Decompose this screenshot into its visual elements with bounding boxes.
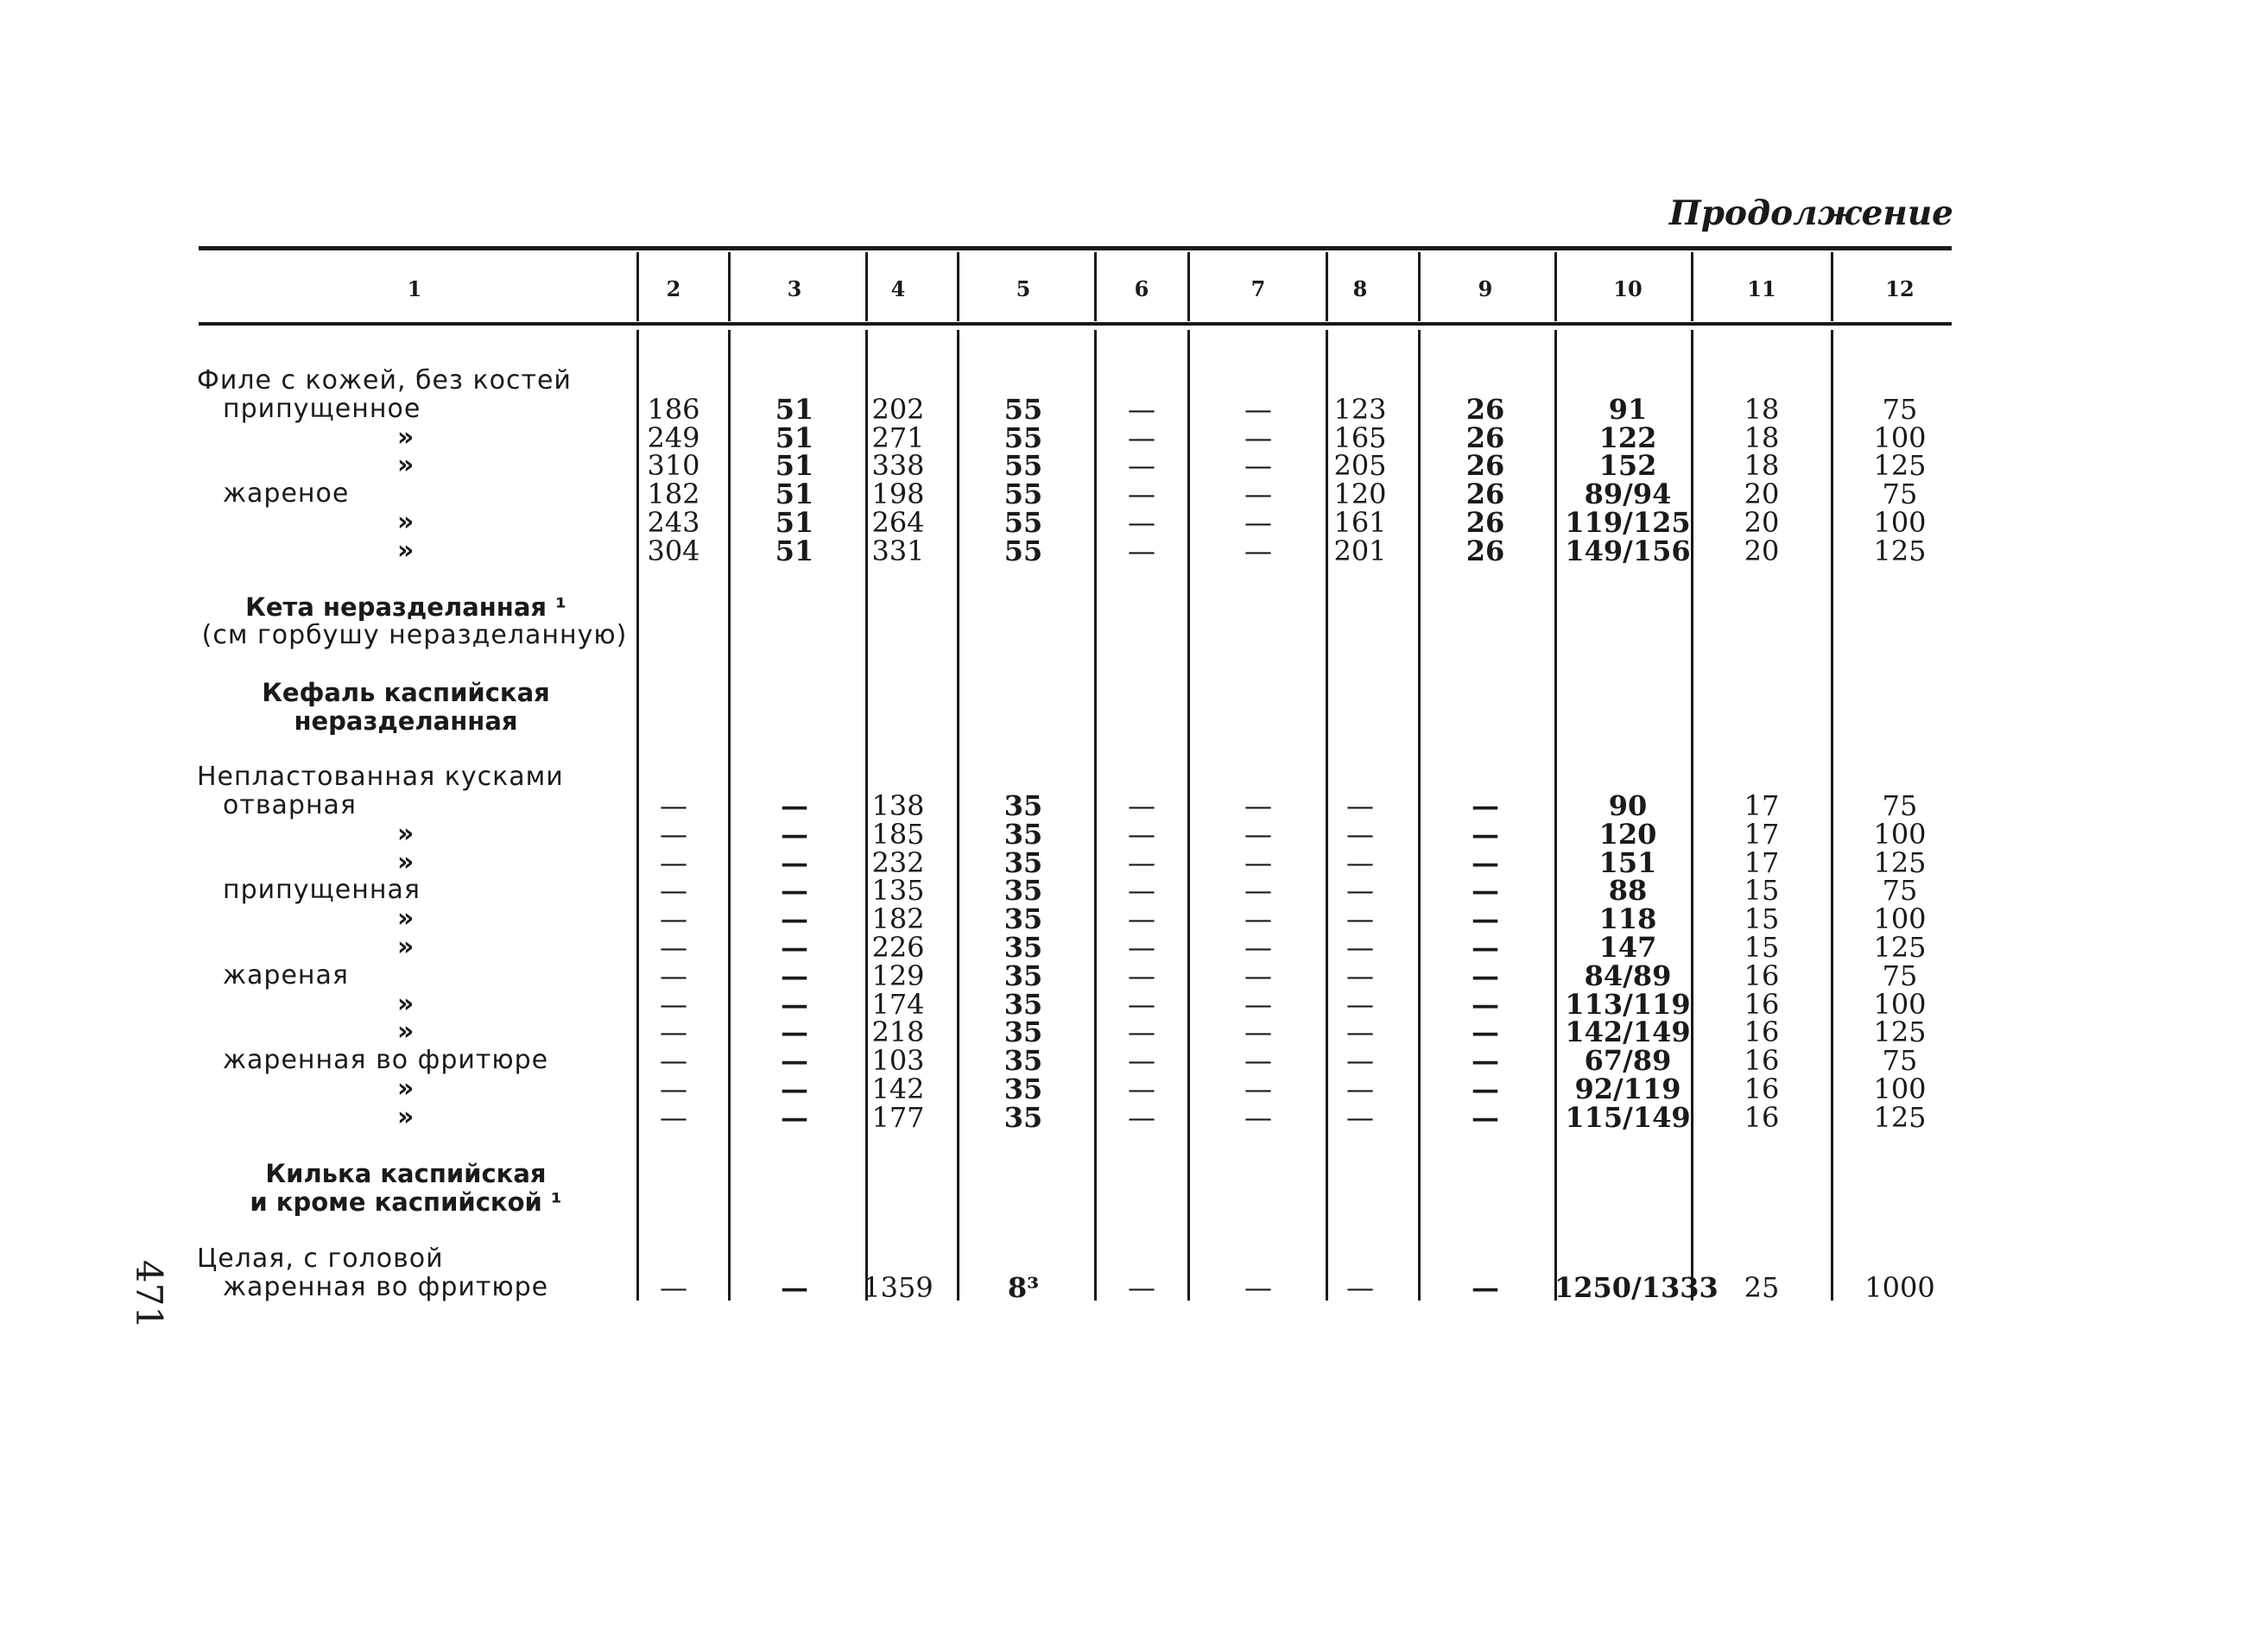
table-cell: 142 [871, 1073, 925, 1105]
table-cell: 25 [1744, 1270, 1780, 1304]
table-cell: 182 [871, 902, 925, 936]
table-cell: 35 [1003, 1044, 1043, 1078]
column-divider [1691, 252, 1693, 321]
column-header-9: 9 [1478, 276, 1493, 301]
row-label: жареное [223, 478, 350, 510]
table-cell: 100 [1873, 902, 1927, 936]
table-cell: 55 [1003, 421, 1043, 454]
table-cell: — [781, 1073, 808, 1105]
table-cell: 310 [647, 449, 700, 483]
table-cell: — [1346, 1044, 1374, 1078]
row-label: » [397, 1016, 415, 1048]
table-cell: — [1472, 931, 1499, 964]
table-cell: — [1128, 845, 1155, 879]
table-cell: — [781, 845, 808, 879]
table-cell: 8³ [1007, 1270, 1040, 1304]
table-cell: 51 [775, 478, 814, 511]
table-cell: — [1472, 902, 1499, 936]
table-cell: 35 [1003, 1073, 1043, 1105]
row-label: Филе с кожей, без костей [197, 365, 572, 396]
table-cell: 138 [871, 789, 925, 822]
table-cell: — [1346, 1100, 1374, 1134]
table-cell: 20 [1744, 506, 1780, 539]
table-cell: — [1128, 534, 1155, 567]
column-header-5: 5 [1016, 276, 1031, 301]
table-cell: — [1244, 506, 1272, 539]
table-cell: 161 [1333, 506, 1387, 539]
table-cell: 185 [871, 817, 925, 851]
table-cell: 304 [647, 534, 700, 567]
table-header-rule [199, 322, 1952, 326]
table-cell: 26 [1465, 392, 1505, 426]
column-header-3: 3 [787, 276, 802, 301]
table-cell: — [660, 1100, 687, 1134]
table-cell: 125 [1873, 449, 1927, 483]
table-cell: 186 [647, 392, 700, 426]
column-divider [1094, 252, 1097, 321]
table-cell: — [1128, 789, 1155, 822]
table-cell: 35 [1003, 817, 1043, 851]
column-header-12: 12 [1885, 276, 1915, 301]
table-cell: 75 [1882, 959, 1918, 992]
table-cell: — [1346, 874, 1374, 908]
table-cell: 26 [1465, 421, 1505, 454]
column-divider [1326, 252, 1328, 321]
column-divider [728, 252, 731, 321]
table-cell: — [781, 1016, 808, 1049]
table-cell: — [1128, 478, 1155, 511]
table-cell: — [1472, 874, 1499, 908]
table-cell: — [1346, 845, 1374, 879]
table-cell: — [660, 845, 687, 879]
table-cell: 177 [871, 1100, 925, 1134]
table-cell: 16 [1744, 1016, 1780, 1049]
table-cell: — [781, 959, 808, 992]
section-heading: Кета неразделанная ¹ [245, 592, 566, 623]
table-cell: 35 [1003, 874, 1043, 908]
table-cell: — [1346, 987, 1374, 1021]
table-cell: — [1128, 1270, 1155, 1304]
table-cell: 51 [775, 392, 814, 426]
table-cell: — [1472, 1270, 1499, 1304]
table-cell: — [1472, 789, 1499, 822]
table-cell: — [1244, 1073, 1272, 1105]
column-header-2: 2 [666, 276, 681, 301]
table-cell: 26 [1465, 478, 1505, 511]
table-cell: 55 [1003, 478, 1043, 511]
table-cell: — [781, 1270, 808, 1304]
table-cell: 55 [1003, 449, 1043, 483]
table-cell: 75 [1882, 874, 1918, 908]
table-cell: — [1128, 874, 1155, 908]
table-cell: — [1244, 845, 1272, 879]
table-cell: — [1244, 817, 1272, 851]
table-cell: 35 [1003, 1016, 1043, 1049]
continuation-heading: Продолжение [1668, 193, 1953, 233]
table-cell: 118 [1598, 902, 1657, 936]
row-label: жареная [223, 959, 349, 991]
table-cell: 125 [1873, 1016, 1927, 1049]
section-heading: и кроме каспийской ¹ [250, 1187, 562, 1218]
table-cell: 26 [1465, 449, 1505, 483]
table-cell: 125 [1873, 931, 1927, 964]
table-cell: 55 [1003, 534, 1043, 567]
table-cell: — [1244, 1044, 1272, 1078]
table-cell: — [781, 987, 808, 1021]
column-divider [636, 252, 639, 321]
column-divider [1831, 252, 1833, 321]
table-cell: 201 [1333, 534, 1387, 567]
table-cell: 202 [871, 392, 925, 426]
table-cell: 35 [1003, 931, 1043, 964]
row-label: (см горбушу неразделанную) [201, 620, 628, 651]
table-cell: — [660, 902, 687, 936]
table-cell: 205 [1333, 449, 1387, 483]
table-cell: — [781, 902, 808, 936]
table-cell: 100 [1873, 421, 1927, 454]
column-header-4: 4 [890, 276, 906, 301]
table-cell: — [660, 874, 687, 908]
table-cell: 16 [1744, 1044, 1780, 1078]
table-cell: 15 [1744, 931, 1780, 964]
table-cell: 113/119 [1565, 987, 1691, 1021]
column-divider [728, 330, 731, 1301]
table-cell: — [660, 987, 687, 1021]
table-cell: 55 [1003, 506, 1043, 539]
table-cell: 75 [1882, 392, 1918, 426]
table-cell: 1359 [863, 1270, 934, 1304]
table-cell: — [1346, 931, 1374, 964]
table-cell: 174 [871, 987, 925, 1021]
table-cell: 103 [871, 1044, 925, 1078]
table-cell: — [1472, 987, 1499, 1021]
table-cell: 232 [871, 845, 925, 879]
table-cell: — [1128, 1073, 1155, 1105]
table-cell: — [1244, 789, 1272, 822]
table-cell: 91 [1608, 392, 1648, 426]
table-cell: 55 [1003, 392, 1043, 426]
table-top-rule [199, 246, 1952, 250]
table-cell: 20 [1744, 534, 1780, 567]
table-cell: 226 [871, 931, 925, 964]
table-cell: 75 [1882, 1044, 1918, 1078]
table-cell: — [1244, 421, 1272, 454]
table-cell: — [1128, 1044, 1155, 1078]
table-cell: — [1244, 987, 1272, 1021]
column-divider [865, 252, 868, 321]
row-label: жаренная во фритюре [223, 1045, 549, 1076]
table-cell: — [781, 817, 808, 851]
table-cell: 15 [1744, 874, 1780, 908]
table-cell: 35 [1003, 959, 1043, 992]
table-cell: — [660, 1270, 687, 1304]
table-cell: — [1128, 931, 1155, 964]
column-header-1: 1 [407, 276, 422, 301]
column-divider [1418, 330, 1421, 1301]
table-cell: — [1128, 449, 1155, 483]
table-cell: — [1472, 1044, 1499, 1078]
table-cell: — [1472, 1100, 1499, 1134]
table-cell: 67/89 [1584, 1044, 1672, 1078]
table-cell: 1250/1333 [1554, 1270, 1718, 1304]
row-label: Целая, с головой [197, 1243, 444, 1274]
table-cell: 123 [1333, 392, 1387, 426]
table-cell: 1000 [1864, 1270, 1935, 1304]
table-cell: — [660, 817, 687, 851]
table-cell: — [1346, 1016, 1374, 1049]
table-cell: — [1472, 1073, 1499, 1105]
table-cell: 51 [775, 506, 814, 539]
table-cell: 122 [1598, 421, 1657, 454]
table-cell: 129 [871, 959, 925, 992]
section-heading: Кефаль каспийская [262, 677, 550, 707]
table-cell: 75 [1882, 789, 1918, 822]
table-cell: — [1346, 1270, 1374, 1304]
row-label: припущенная [223, 875, 421, 906]
table-cell: 35 [1003, 1100, 1043, 1134]
table-cell: 151 [1598, 845, 1657, 879]
table-cell: — [1128, 959, 1155, 992]
column-divider [1187, 252, 1190, 321]
column-header-8: 8 [1352, 276, 1368, 301]
table-cell: — [1128, 1016, 1155, 1049]
column-divider [1831, 330, 1833, 1301]
column-header-10: 10 [1613, 276, 1643, 301]
table-cell: — [660, 789, 687, 822]
table-cell: 165 [1333, 421, 1387, 454]
table-cell: — [1244, 1100, 1272, 1134]
column-divider [1418, 252, 1421, 321]
column-header-6: 6 [1134, 276, 1149, 301]
table-cell: 15 [1744, 902, 1780, 936]
column-divider [957, 252, 959, 321]
table-cell: 35 [1003, 845, 1043, 879]
row-label: » [397, 1073, 415, 1104]
table-cell: 331 [871, 534, 925, 567]
table-cell: 88 [1608, 874, 1648, 908]
table-cell: 149/156 [1565, 534, 1691, 567]
table-cell: — [1128, 506, 1155, 539]
table-cell: 51 [775, 534, 814, 567]
table-cell: — [781, 789, 808, 822]
row-label: жаренная во фритюре [223, 1271, 549, 1302]
table-cell: 100 [1873, 506, 1927, 539]
table-cell: 16 [1744, 959, 1780, 992]
table-cell: 17 [1744, 845, 1780, 879]
table-cell: 100 [1873, 817, 1927, 851]
table-cell: — [660, 1073, 687, 1105]
table-cell: 264 [871, 506, 925, 539]
table-cell: 90 [1608, 789, 1648, 822]
row-label: » [397, 988, 415, 1019]
table-cell: 26 [1465, 506, 1505, 539]
page-number: 471 [128, 1259, 170, 1330]
table-cell: — [1244, 449, 1272, 483]
table-cell: 35 [1003, 902, 1043, 936]
table-cell: 75 [1882, 478, 1918, 511]
table-cell: — [1472, 1016, 1499, 1049]
table-cell: 16 [1744, 1100, 1780, 1134]
table-cell: 51 [775, 449, 814, 483]
row-label: » [397, 818, 415, 849]
table-cell: 100 [1873, 987, 1927, 1021]
row-label: Непластованная кусками [197, 762, 564, 793]
table-cell: 20 [1744, 478, 1780, 511]
table-cell: 115/149 [1565, 1100, 1691, 1134]
row-label: припущенное [223, 393, 421, 424]
table-cell: 271 [871, 421, 925, 454]
row-label: » [397, 450, 415, 481]
column-divider [1554, 252, 1557, 321]
table-cell: 26 [1465, 534, 1505, 567]
section-heading: Килька каспийская [265, 1159, 547, 1189]
table-cell: 17 [1744, 817, 1780, 851]
table-cell: 125 [1873, 845, 1927, 879]
column-divider [957, 330, 959, 1301]
table-cell: 92/119 [1574, 1073, 1681, 1105]
table-cell: 338 [871, 449, 925, 483]
table-cell: — [1244, 478, 1272, 511]
table-cell: — [1346, 902, 1374, 936]
table-cell: — [781, 1044, 808, 1078]
table-cell: — [1128, 817, 1155, 851]
table-cell: — [1244, 902, 1272, 936]
table-cell: 17 [1744, 789, 1780, 822]
table-cell: — [660, 959, 687, 992]
table-cell: — [1244, 874, 1272, 908]
table-cell: 147 [1598, 931, 1657, 964]
table-cell: 100 [1873, 1073, 1927, 1105]
table-cell: 218 [871, 1016, 925, 1049]
table-cell: 125 [1873, 534, 1927, 567]
row-label: отварная [223, 790, 357, 820]
row-label: » [397, 903, 415, 934]
table-cell: 16 [1744, 1073, 1780, 1105]
table-cell: 18 [1744, 421, 1780, 454]
table-cell: 35 [1003, 789, 1043, 822]
table-cell: — [660, 931, 687, 964]
table-cell: — [1472, 817, 1499, 851]
table-cell: — [1472, 959, 1499, 992]
table-cell: 51 [775, 421, 814, 454]
table-cell: — [781, 874, 808, 908]
table-cell: — [1346, 959, 1374, 992]
row-label: » [397, 421, 415, 453]
table-cell: — [1128, 1100, 1155, 1134]
table-cell: 125 [1873, 1100, 1927, 1134]
table-cell: — [1346, 817, 1374, 851]
row-label: » [397, 846, 415, 877]
table-cell: — [1472, 845, 1499, 879]
table-cell: — [1244, 959, 1272, 992]
column-header-7: 7 [1250, 276, 1266, 301]
column-header-11: 11 [1747, 276, 1776, 301]
table-cell: 84/89 [1584, 959, 1672, 992]
table-cell: — [1128, 987, 1155, 1021]
table-cell: 142/149 [1565, 1016, 1691, 1049]
table-cell: 249 [647, 421, 700, 454]
table-cell: — [1346, 789, 1374, 822]
table-cell: 243 [647, 506, 700, 539]
table-cell: 198 [871, 478, 925, 511]
table-cell: — [1244, 931, 1272, 964]
table-cell: — [781, 931, 808, 964]
row-label: » [397, 1101, 415, 1132]
table-cell: 89/94 [1584, 478, 1672, 511]
table-cell: 120 [1333, 478, 1387, 511]
table-cell: 35 [1003, 987, 1043, 1021]
table-cell: — [1244, 392, 1272, 426]
table-cell: — [1244, 534, 1272, 567]
table-cell: 16 [1744, 987, 1780, 1021]
table-cell: — [1128, 421, 1155, 454]
table-cell: 18 [1744, 392, 1780, 426]
row-label: » [397, 932, 415, 962]
table-cell: 182 [647, 478, 700, 511]
table-cell: — [660, 1016, 687, 1049]
row-label: » [397, 507, 415, 537]
table-cell: 119/125 [1565, 506, 1691, 539]
table-cell: 120 [1598, 817, 1657, 851]
table-cell: — [1244, 1016, 1272, 1049]
table-cell: — [1128, 392, 1155, 426]
table-cell: — [1244, 1270, 1272, 1304]
section-heading: неразделанная [294, 706, 518, 736]
table-cell: — [1346, 1073, 1374, 1105]
table-cell: 135 [871, 874, 925, 908]
table-cell: — [1128, 902, 1155, 936]
table-cell: 18 [1744, 449, 1780, 483]
table-cell: — [660, 1044, 687, 1078]
table-cell: 152 [1598, 449, 1657, 483]
table-cell: — [781, 1100, 808, 1134]
row-label: » [397, 535, 415, 566]
